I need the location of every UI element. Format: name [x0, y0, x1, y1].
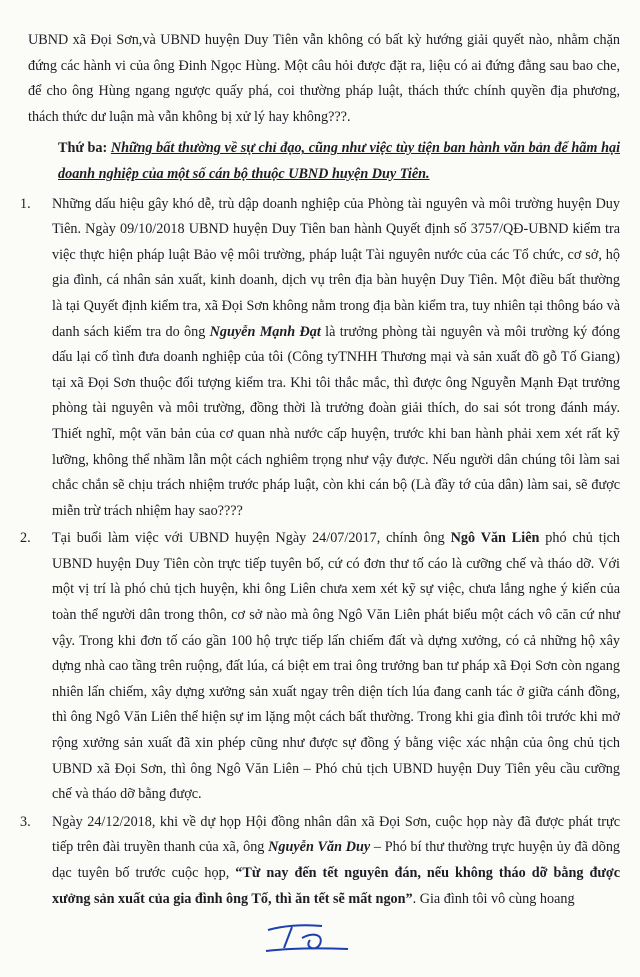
signature-mark	[262, 918, 352, 958]
heading-text: Những bất thường về sự chỉ đạo, cũng như việc tùy tiện ban hành văn bản để hãm hại doanh nghiệp của một số cán bộ thuộc UBND huyện Duy Tiên.	[58, 140, 621, 182]
item-text	[52, 526, 620, 808]
item-number: 3.	[20, 813, 31, 830]
list-item	[20, 526, 620, 808]
item-text	[52, 810, 620, 912]
person-name: Nguyễn Mạnh Đạt	[209, 323, 321, 340]
quote: “Từ nay đến tết nguyên đán, nếu không tháo dỡ bằng được xưởng sản xuất của gia đình ông Tố, thì ăn tết sẽ mất ngon”	[52, 865, 620, 907]
item-text-part: Tại buổi làm việc với UBND huyện Ngày 24/07/2017, chính ông	[52, 530, 445, 547]
numbered-list	[20, 192, 620, 913]
item-text-part: . Gia đình tôi vô cùng hoang	[412, 890, 575, 907]
item-number: 1.	[20, 195, 31, 212]
section-heading	[20, 136, 620, 187]
item-text-part: Những dấu hiệu gây khó dễ, trù dập doanh nghiệp của Phòng tài nguyên và môi trường huyện Duy Tiên. Ngày 09/10/2018 UBND huyện Duy Tiên ban hành Quyết định số 3757/QĐ-UBND kiểm tra việc thực hiện pháp luật Bảo vệ môi trường, pháp luật Tài nguyên nước của các Tổ chức, cơ sở, hộ gia đình, cá nhân sản xuất, kinh doanh, dịch vụ trên địa bàn huyện Duy Tiên. Một điều bất thường là tại Quyết định kiểm tra, xã Đọi Sơn không nằm trong địa bàn kiểm tra, tuy nhiên tại thông báo và danh sách kiểm tra do ông	[52, 195, 620, 340]
item-text-part: Ngày 24/12/2018, khi về dự họp Hội đồng nhân dân xã Đọi Sơn, cuộc họp này đã được phát trực tiếp trên đài truyền thanh của xã, ông	[52, 813, 620, 856]
item-number: 2.	[20, 530, 31, 547]
intro-paragraph: UBND xã Đọi Sơn,và UBND huyện Duy Tiên vẫn không có bất kỳ hướng giải quyết nào, nhằm chặn đứng các hành vi của ông Đinh Ngọc Hùng. Một câu hỏi được đặt ra, liệu có ai đứng đằng sau bao che, để cho ông Hùng ngang ngược quấy phá, coi thường pháp luật, thách thức chính quyền địa phương, thách thức dư luận mà vẫn không bị xử lý hay không???.	[28, 32, 620, 125]
person-name: Ngô Văn Liên	[450, 530, 540, 547]
item-text-part: phó chủ tịch UBND huyện Duy Tiên còn trực tiếp tuyên bố, cứ có đơn thư tố cáo là cưỡng chế và tháo dỡ. Với một vị trí là phó chủ tịch huyện, khi ông Liên chưa xem xét kỹ sự việc, chưa lắng nghe ý kiến của toàn thể người dân trong thôn, cơ sở nào mà ông Ngô Văn Liên phát biểu một cách vô căn cứ như vậy. Trong khi đơn tố cáo gần 100 hộ trực tiếp lấn chiếm đất và dựng xưởng, có cả những hộ xây dựng nhà cao tầng trên ruộng, đất lúa, cá biệt em trai ông trưởng ban tư pháp xã Đọi Sơn còn ngang nhiên lấn chiếm, xây dựng xưởng sản xuất ngay trên diện tích lúa đang canh tác ở giữa cánh đồng, thì ông Ngô Văn Liên thể hiện sự im lặng một cách bất thường. Trong khi gia đình tôi trước khi mở rộng xưởng sản xuất đã xin phép cũng như được sự đồng ý bằng việc xác nhận của ông chủ tịch UBND xã Đọi Sơn, thì ông Ngô Văn Liên – Phó chủ tịch UBND huyện Duy Tiên yêu cầu cưỡng chế và tháo dỡ bằng được.	[52, 530, 621, 803]
item-text-part: là trưởng phòng tài nguyên và môi trường ký đóng dấu lại cố tình đưa doanh nghiệp của tôi (Công tyTNHH Thương mại và sản xuất đồ gỗ Tố Giang) tại xã Đọi Sơn thuộc đối tượng kiểm tra. Khi tôi thắc mắc, thì được ông Nguyễn Mạnh Đạt trưởng phòng tài nguyên và môi trường, đồng thời là trưởng đoàn giải thích, do sai sót trong đánh máy. Thiết nghĩ, một văn bản của cơ quan nhà nước cấp huyện, trước khi ban hành phải xem xét rất kỹ lưỡng, không thể nhầm lẫn một cách nghiêm trọng như vậy được. Nếu người dân chúng tôi làm sai chắc chắn sẽ chịu trách nhiệm trước pháp luật, còn khi cán bộ (Là đầy tớ của dân) làm sai, sẽ được miễn trừ trách nhiệm hay sao????	[52, 323, 620, 519]
list-item	[20, 810, 620, 912]
item-text	[52, 192, 620, 525]
list-item	[20, 192, 620, 525]
item-text-part: – Phó bí thư thường trực huyện ủy đã dõng dạc tuyên bố trước cuộc họp,	[52, 839, 621, 881]
heading-lead: Thứ ba:	[58, 140, 108, 157]
person-name: Nguyễn Văn Duy	[268, 839, 371, 856]
